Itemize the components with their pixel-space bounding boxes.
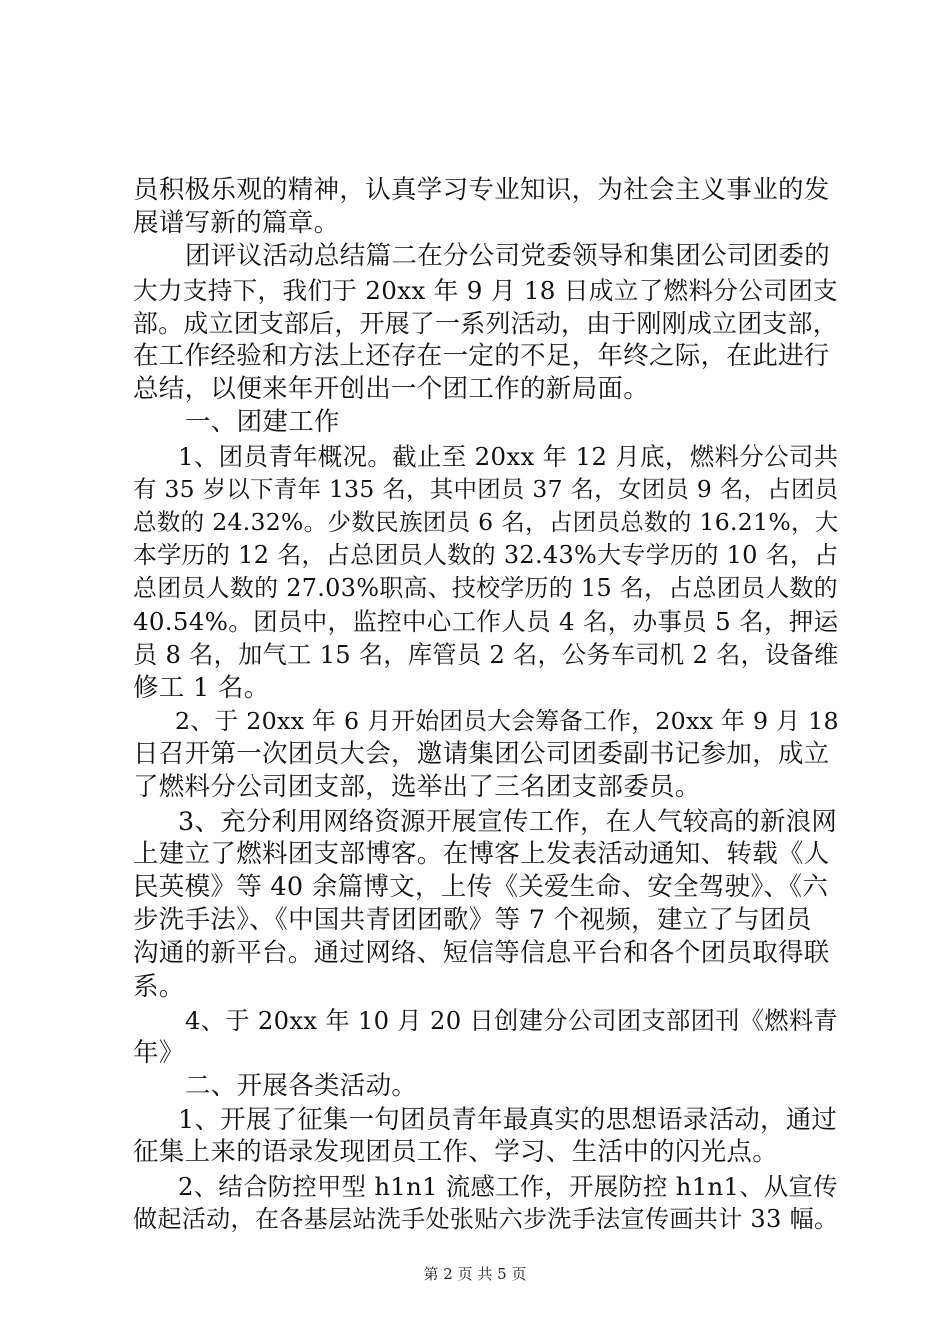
text-line: 日召开第一次团员大会，邀请集团公司团委副书记参加，成立 — [133, 739, 830, 770]
text-line: 步洗手法》、《中国共青团团歌》等 7 个视频，建立了与团员 — [133, 905, 812, 936]
text-line: 3、充分利用网络资源开展宣传工作，在人气较高的新浪网 — [178, 805, 838, 836]
text-line: 一、团建工作 — [185, 407, 340, 438]
text-line: 本学历的 12 名，占总团员人数的 32.43%大专学历的 10 名，占 — [133, 541, 839, 570]
text-line: 总数的 24.32%。少数民族团员 6 名，占团员总数的 16.21%，大 — [133, 507, 839, 536]
text-line: 2、结合防控甲型 h1n1 流感工作，开展防控 h1n1、从宣传 — [178, 1171, 838, 1201]
page-footer: 第 2 页 共 5 页 — [423, 1265, 527, 1283]
text-line: 修工 1 名。 — [133, 672, 270, 703]
text-line: 4、于 20xx 年 10 月 20 日创建分公司团支部团刊《燃料青 — [185, 1005, 838, 1035]
text-line: 展谱写新的篇章。 — [133, 208, 340, 239]
text-line: 有 35 岁以下青年 135 名，其中团员 37 名，女团员 9 名，占团员 — [133, 474, 839, 503]
text-line: 上建立了燃料团支部博客。在博客上发表活动通知、转载《人 — [133, 838, 830, 869]
document-body — [133, 174, 839, 1236]
text-line: 系。 — [133, 971, 185, 1002]
text-line: 年》 — [133, 1037, 185, 1068]
text-line: 员 8 名，加气工 15 名，库管员 2 名，公务车司机 2 名，设备维 — [133, 640, 839, 669]
text-line: 40.54%。团员中，监控中心工作人员 4 名，办事员 5 名，押运 — [133, 607, 839, 637]
text-line: 在工作经验和方法上还存在一定的不足，年终之际，在此进行 — [133, 340, 830, 371]
text-line: 二、开展各类活动。 — [185, 1071, 418, 1102]
text-line: 沟通的新平台。通过网络、短信等信息平台和各个团员取得联 — [133, 938, 830, 969]
text-line: 1、开展了征集一句团员青年最真实的思想语录活动，通过 — [178, 1104, 838, 1135]
text-line: 1、团员青年概况。截止至 20xx 年 12 月底，燃料分公司共 — [178, 441, 839, 471]
text-line: 员积极乐观的精神，认真学习专业知识，为社会主义事业的发 — [133, 175, 830, 205]
text-line: 征集上来的语录发现团员工作、学习、生活中的闪光点。 — [133, 1137, 779, 1168]
text-line: 总结，以便来年开创出一个团工作的新局面。 — [133, 374, 650, 405]
text-line: 大力支持下，我们于 20xx 年 9 月 18 日成立了燃料分公司团支 — [133, 275, 838, 305]
text-line: 民英模》等 40 余篇博文，上传《关爱生命、安全驾驶》、《六 — [133, 871, 829, 902]
text-line: 2、于 20xx 年 6 月开始团员大会筹备工作，20xx 年 9 月 18 — [175, 707, 839, 735]
text-line: 总团员人数的 27.03%职高、技校学历的 15 名，占总团员人数的 — [133, 574, 838, 603]
text-line: 团评议活动总结篇二在分公司党委领导和集团公司团委的 — [185, 241, 831, 272]
text-line: 做起活动，在各基层站洗手处张贴六步洗手法宣传画共计 33 幅。 — [133, 1204, 839, 1233]
text-line: 部。成立团支部后，开展了一系列活动，由于刚刚成立团支部， — [133, 308, 838, 338]
text-line: 了燃料分公司团支部，选举出了三名团支部委员。 — [133, 772, 701, 803]
